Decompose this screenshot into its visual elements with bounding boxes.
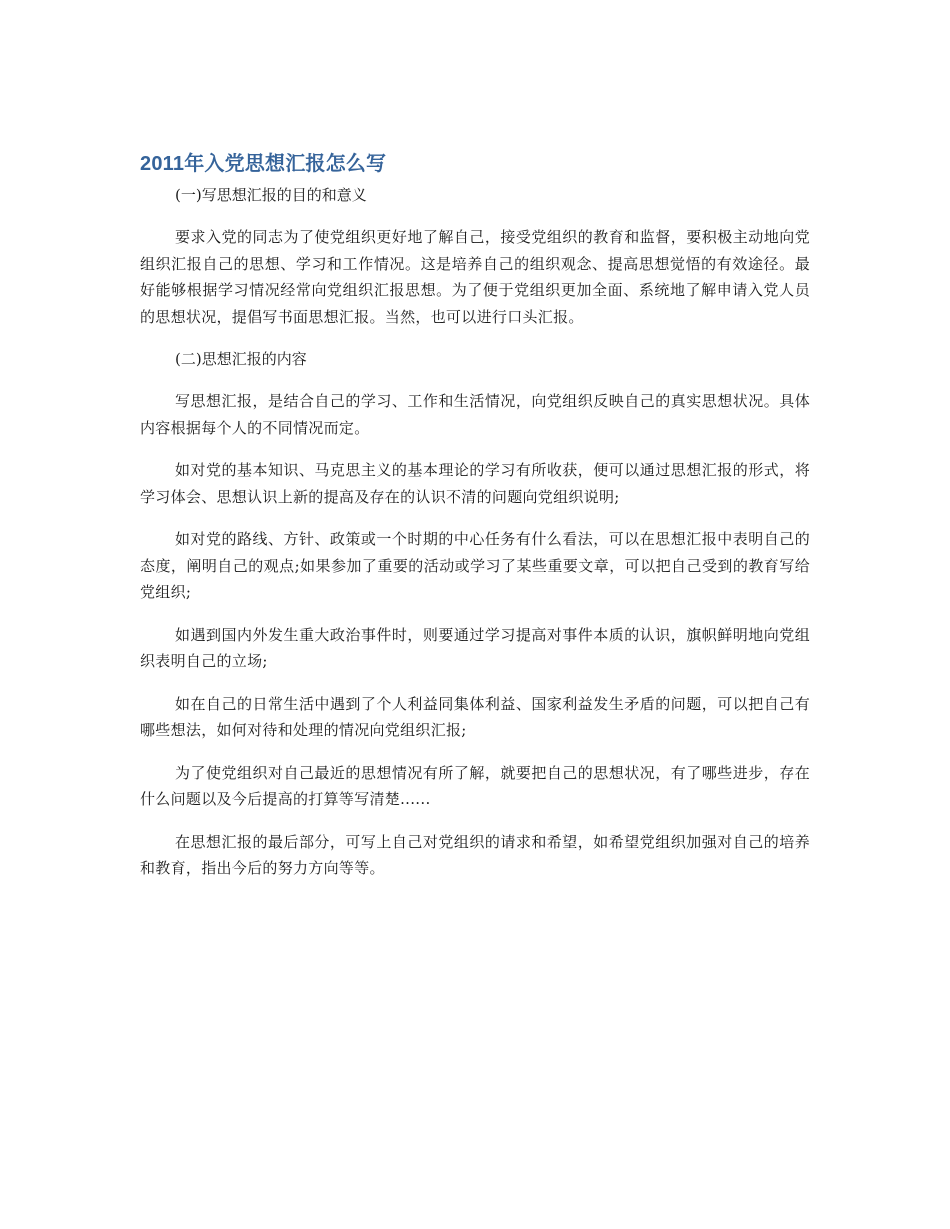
paragraph-interest-conflict: 如在自己的日常生活中遇到了个人利益同集体利益、国家利益发生矛盾的问题，可以把自己有哪些想法，如何对待和处理的情况向党组织汇报;	[140, 694, 810, 739]
paragraph-policy-views: 如对党的路线、方针、政策或一个时期的中心任务有什么看法，可以在思想汇报中表明自己的态度，阐明自己的观点;如果参加了重要的活动或学习了某些重要文章，可以把自己受到的教育写给党组织;	[140, 530, 810, 601]
paragraph-theory-study: 如对党的基本知识、马克思主义的基本理论的学习有所收获，便可以通过思想汇报的形式，将学习体会、思想认识上新的提高及存在的认识不清的问题向党组织说明;	[140, 461, 810, 506]
section-heading-purpose: (一)写思想汇报的目的和意义	[175, 186, 367, 204]
document-content	[140, 150, 810, 898]
paragraph-recent-thoughts: 为了使党组织对自己最近的思想情况有所了解，就要把自己的思想状况，有了哪些进步，存在什么问题以及今后提高的打算等写清楚......	[140, 763, 810, 808]
paragraph-purpose: 要求入党的同志为了使党组织更好地了解自己，接受党组织的教育和监督，要积极主动地向党组织汇报自己的思想、学习和工作情况。这是培养自己的组织观念、提高思想觉悟的有效途径。最好能够根据学习情况经常向党组织汇报思想。为了便于党组织更加全面、系统地了解申请入党人员的思想状况，提倡写书面思想汇报。当然，也可以进行口头汇报。	[140, 228, 810, 326]
paragraph-content-intro: 写思想汇报，是结合自己的学习、工作和生活情况，向党组织反映自己的真实思想状况。具体内容根据每个人的不同情况而定。	[140, 392, 810, 437]
paragraph-political-events: 如遇到国内外发生重大政治事件时，则要通过学习提高对事件本质的认识，旗帜鲜明地向党组织表明自己的立场;	[140, 625, 810, 670]
paragraph-final-part: 在思想汇报的最后部分，可写上自己对党组织的请求和希望，如希望党组织加强对自己的培养和教育，指出今后的努力方向等等。	[140, 832, 810, 877]
document-title: 2011年入党思想汇报怎么写	[140, 153, 387, 175]
section-heading-content: (二)思想汇报的内容	[175, 350, 307, 368]
